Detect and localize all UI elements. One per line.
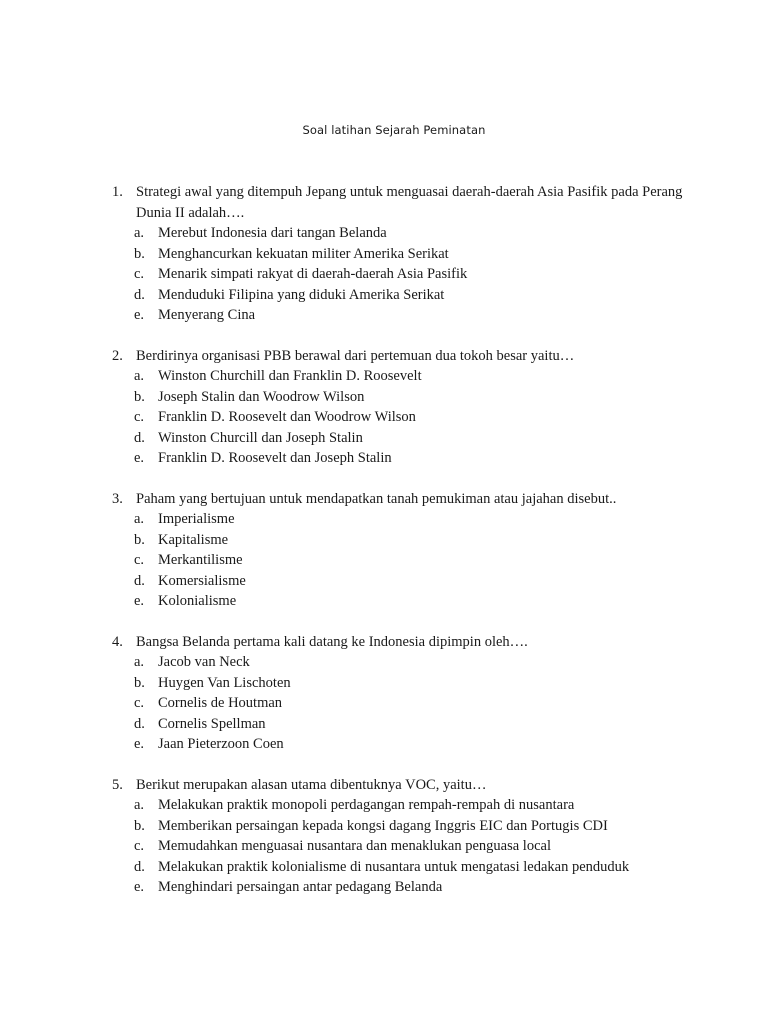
question-text: Berikut merupakan alasan utama dibentuknya VOC, yaitu… <box>136 776 487 793</box>
question-3 <box>112 489 712 612</box>
option-letter: c. <box>134 838 145 854</box>
option-e <box>134 877 712 898</box>
option-d <box>134 714 712 735</box>
option-letter: d. <box>134 286 145 303</box>
question-number: 2. <box>112 347 123 364</box>
option-text: Menyerang Cina <box>158 307 256 323</box>
question-number: 5. <box>112 776 123 793</box>
option-c <box>134 264 712 285</box>
option-text: Cornelis Spellman <box>158 715 266 732</box>
option-letter: d. <box>134 858 145 875</box>
option-text: Imperialisme <box>158 511 235 527</box>
option-letter: d. <box>134 429 145 446</box>
option-letter: a. <box>134 654 145 670</box>
option-d <box>134 857 712 878</box>
option-list <box>134 223 712 326</box>
option-letter: d. <box>134 572 145 589</box>
option-c <box>134 693 712 714</box>
option-text: Merebut Indonesia dari tangan Belanda <box>158 225 387 241</box>
option-b <box>134 673 712 694</box>
option-letter: b. <box>134 245 145 262</box>
option-b <box>134 244 712 265</box>
option-e <box>134 448 712 469</box>
option-letter: e. <box>134 736 145 752</box>
option-letter: e. <box>134 593 145 609</box>
option-text: Franklin D. Roosevelt dan Joseph Stalin <box>158 450 392 466</box>
option-text: Cornelis de Houtman <box>158 695 283 711</box>
option-letter: e. <box>134 307 145 323</box>
option-a <box>134 795 712 816</box>
option-text: Melakukan praktik kolonialisme di nusantara untuk mengatasi ledakan penduduk <box>158 858 630 875</box>
option-a <box>134 366 712 387</box>
question-list <box>112 182 712 918</box>
option-letter: a. <box>134 225 145 241</box>
option-b <box>134 530 712 551</box>
option-letter: b. <box>134 388 145 405</box>
option-e <box>134 734 712 755</box>
option-text: Winston Churcill dan Joseph Stalin <box>158 429 363 446</box>
option-d <box>134 571 712 592</box>
option-letter: c. <box>134 409 145 425</box>
option-e <box>134 591 712 612</box>
option-e <box>134 305 712 326</box>
question-text: Bangsa Belanda pertama kali datang ke Indonesia dipimpin oleh…. <box>136 633 528 650</box>
option-letter: c. <box>134 266 145 282</box>
option-list <box>134 509 712 612</box>
option-c <box>134 550 712 571</box>
option-text: Winston Churchill dan Franklin D. Roosevelt <box>158 368 422 384</box>
option-letter: e. <box>134 450 145 466</box>
option-text: Memudahkan menguasai nusantara dan menaklukan penguasa local <box>158 838 551 854</box>
option-a <box>134 509 712 530</box>
option-text: Komersialisme <box>158 572 246 589</box>
option-c <box>134 836 712 857</box>
option-d <box>134 285 712 306</box>
question-text: Paham yang bertujuan untuk mendapatkan tanah pemukiman atau jajahan disebut.. <box>136 490 617 507</box>
option-text: Menduduki Filipina yang diduki Amerika Serikat <box>158 286 445 303</box>
option-b <box>134 816 712 837</box>
option-letter: b. <box>134 674 145 691</box>
option-letter: e. <box>134 879 145 895</box>
option-letter: a. <box>134 368 145 384</box>
question-text: Strategi awal yang ditempuh Jepang untuk menguasai daerah-daerah Asia Pasifik pada Perang Dunia II adalah…. <box>136 184 683 221</box>
option-letter: d. <box>134 715 145 732</box>
option-d <box>134 428 712 449</box>
option-text: Menarik simpati rakyat di daerah-daerah Asia Pasifik <box>158 266 468 282</box>
option-text: Huygen Van Lischoten <box>158 674 291 691</box>
question-5 <box>112 775 712 898</box>
question-4 <box>112 632 712 755</box>
option-letter: a. <box>134 797 145 813</box>
option-letter: b. <box>134 817 145 834</box>
question-number: 1. <box>112 184 123 200</box>
option-letter: b. <box>134 531 145 548</box>
option-text: Melakukan praktik monopoli perdagangan rempah-rempah di nusantara <box>158 797 575 813</box>
option-text: Menghindari persaingan antar pedagang Belanda <box>158 879 443 895</box>
option-text: Kapitalisme <box>158 531 229 548</box>
question-text: Berdirinya organisasi PBB berawal dari pertemuan dua tokoh besar yaitu… <box>136 347 575 364</box>
option-list <box>134 366 712 469</box>
option-letter: a. <box>134 511 145 527</box>
document-title: Soal latihan Sejarah Peminatan <box>302 123 486 137</box>
option-text: Jaan Pieterzoon Coen <box>158 736 284 752</box>
option-c <box>134 407 712 428</box>
question-1 <box>112 182 712 326</box>
option-a <box>134 223 712 244</box>
option-b <box>134 387 712 408</box>
option-text: Jacob van Neck <box>158 654 250 670</box>
option-text: Menghancurkan kekuatan militer Amerika Serikat <box>158 245 449 262</box>
option-letter: c. <box>134 552 145 568</box>
question-2 <box>112 346 712 469</box>
option-text: Kolonialisme <box>158 593 237 609</box>
option-text: Joseph Stalin dan Woodrow Wilson <box>158 388 365 405</box>
option-text: Franklin D. Roosevelt dan Woodrow Wilson <box>158 409 416 425</box>
question-number: 3. <box>112 490 123 507</box>
option-a <box>134 652 712 673</box>
question-number: 4. <box>112 633 123 650</box>
option-list <box>134 795 712 898</box>
option-text: Memberikan persaingan kepada kongsi dagang Inggris EIC dan Portugis CDI <box>158 817 608 834</box>
option-text: Merkantilisme <box>158 552 243 568</box>
option-letter: c. <box>134 695 145 711</box>
option-list <box>134 652 712 755</box>
